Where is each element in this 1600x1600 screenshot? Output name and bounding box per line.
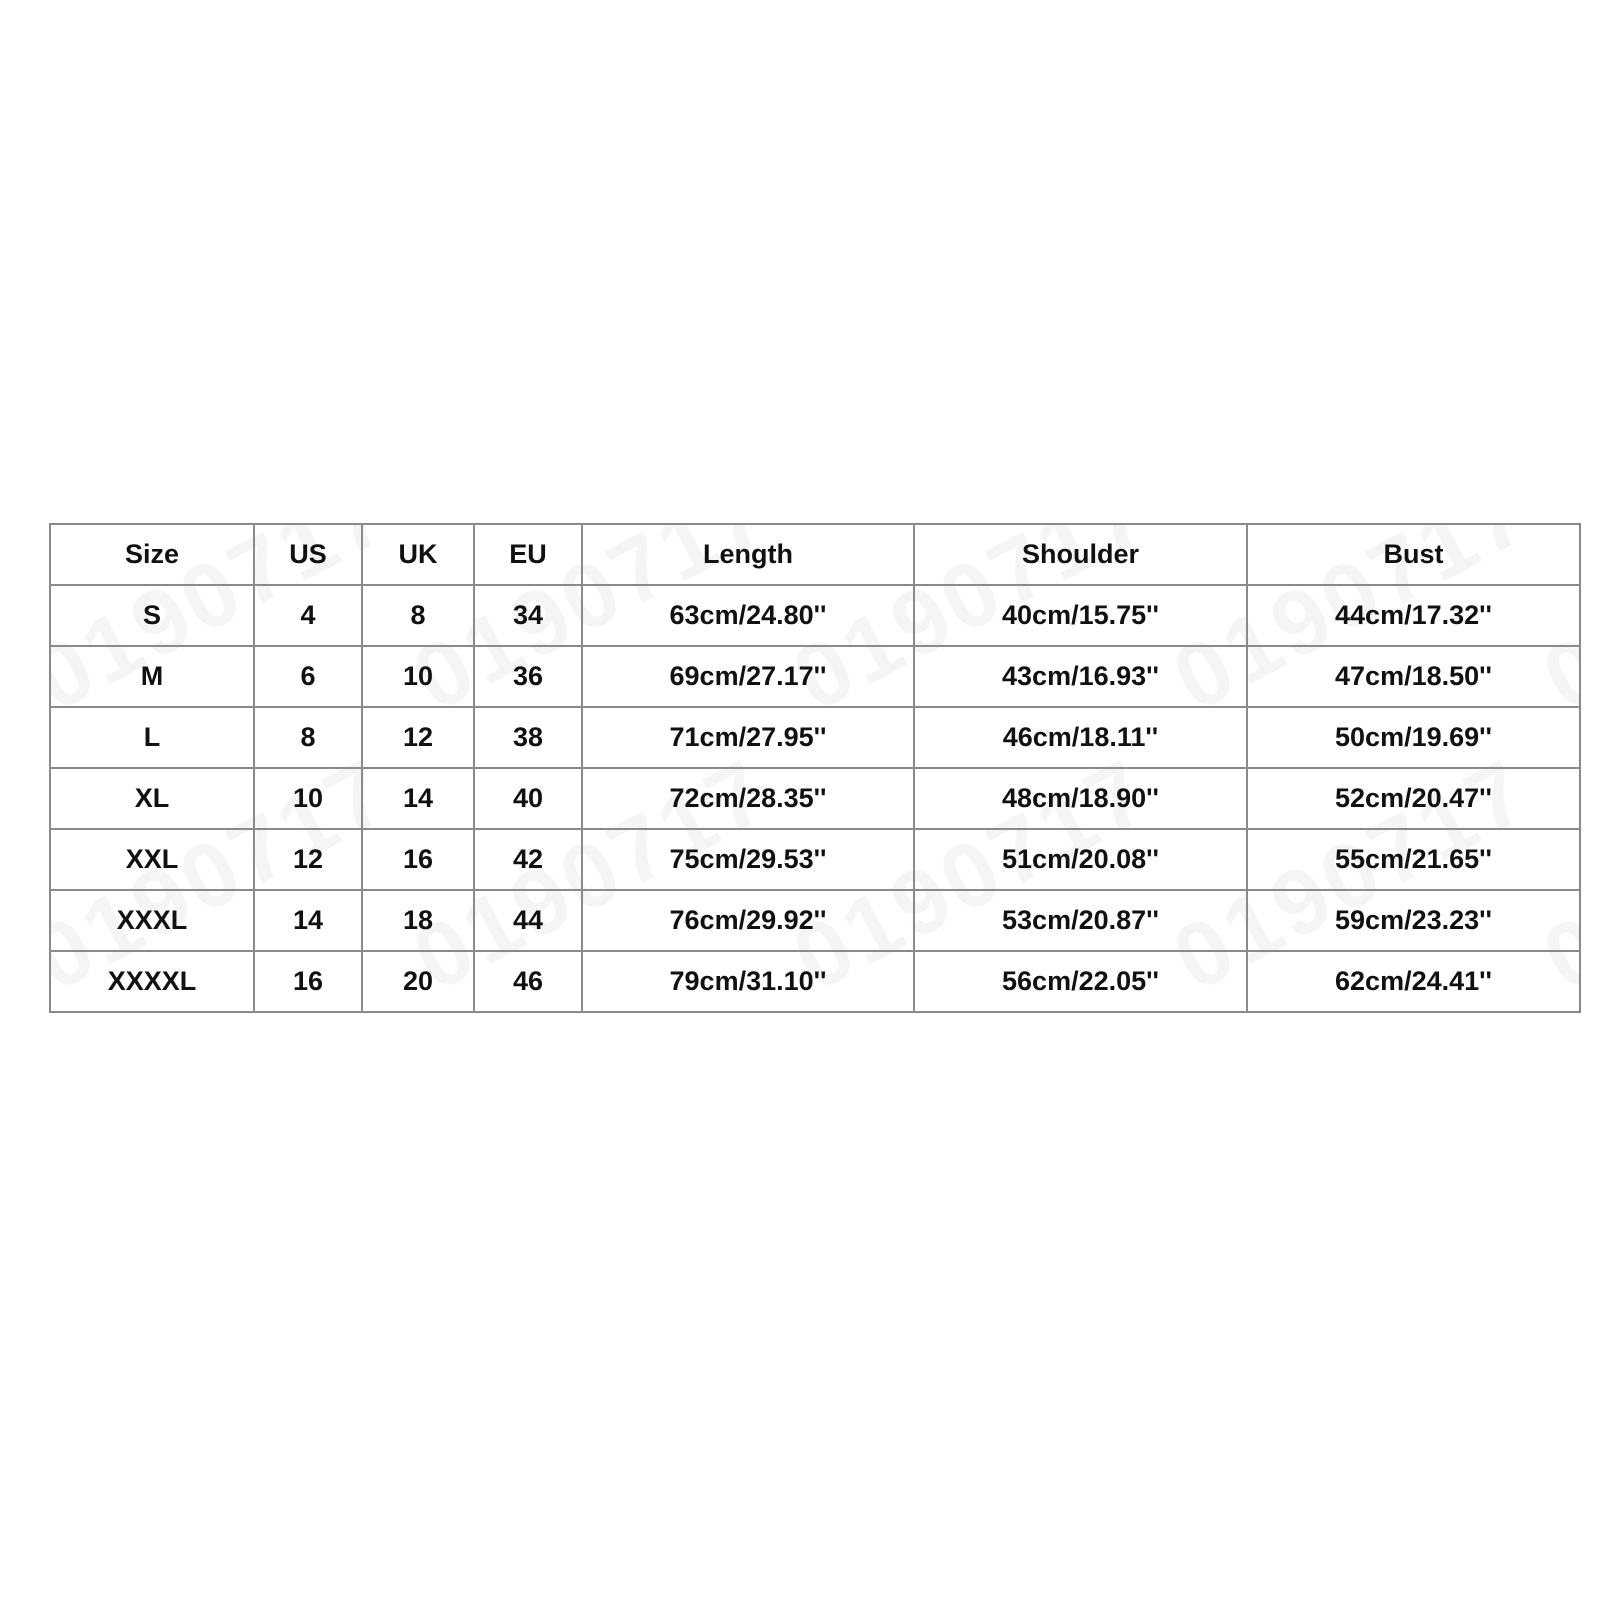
cell-shoulder: 40cm/15.75''	[914, 585, 1247, 646]
cell-uk: 10	[362, 646, 474, 707]
cell-uk: 20	[362, 951, 474, 1012]
cell-uk: 18	[362, 890, 474, 951]
cell-size: XXXL	[50, 890, 254, 951]
header-row	[50, 524, 1580, 585]
cell-bust: 52cm/20.47''	[1247, 768, 1580, 829]
cell-size: S	[50, 585, 254, 646]
cell-bust: 50cm/19.69''	[1247, 707, 1580, 768]
cell-shoulder: 51cm/20.08''	[914, 829, 1247, 890]
cell-us: 16	[254, 951, 362, 1012]
cell-length: 72cm/28.35''	[582, 768, 914, 829]
cell-size: L	[50, 707, 254, 768]
cell-size: XXL	[50, 829, 254, 890]
cell-shoulder: 46cm/18.11''	[914, 707, 1247, 768]
cell-shoulder: 53cm/20.87''	[914, 890, 1247, 951]
cell-shoulder: 56cm/22.05''	[914, 951, 1247, 1012]
cell-uk: 8	[362, 585, 474, 646]
cell-bust: 47cm/18.50''	[1247, 646, 1580, 707]
header-eu: EU	[474, 524, 582, 585]
cell-us: 12	[254, 829, 362, 890]
cell-length: 75cm/29.53''	[582, 829, 914, 890]
cell-shoulder: 43cm/16.93''	[914, 646, 1247, 707]
cell-length: 71cm/27.95''	[582, 707, 914, 768]
cell-size: M	[50, 646, 254, 707]
table-row	[50, 951, 1580, 1012]
cell-eu: 42	[474, 829, 582, 890]
table-row	[50, 829, 1580, 890]
cell-us: 10	[254, 768, 362, 829]
cell-bust: 59cm/23.23''	[1247, 890, 1580, 951]
cell-eu: 46	[474, 951, 582, 1012]
cell-bust: 55cm/21.65''	[1247, 829, 1580, 890]
header-us: US	[254, 524, 362, 585]
cell-length: 76cm/29.92''	[582, 890, 914, 951]
cell-us: 6	[254, 646, 362, 707]
cell-eu: 40	[474, 768, 582, 829]
table-row	[50, 585, 1580, 646]
cell-bust: 62cm/24.41''	[1247, 951, 1580, 1012]
cell-uk: 14	[362, 768, 474, 829]
cell-eu: 36	[474, 646, 582, 707]
cell-length: 79cm/31.10''	[582, 951, 914, 1012]
size-chart-table	[49, 523, 1581, 1013]
cell-shoulder: 48cm/18.90''	[914, 768, 1247, 829]
cell-us: 4	[254, 585, 362, 646]
header-size: Size	[50, 524, 254, 585]
cell-us: 14	[254, 890, 362, 951]
header-length: Length	[582, 524, 914, 585]
cell-size: XXXXL	[50, 951, 254, 1012]
cell-eu: 38	[474, 707, 582, 768]
header-shoulder: Shoulder	[914, 524, 1247, 585]
cell-uk: 12	[362, 707, 474, 768]
cell-uk: 16	[362, 829, 474, 890]
cell-eu: 34	[474, 585, 582, 646]
cell-bust: 44cm/17.32''	[1247, 585, 1580, 646]
cell-eu: 44	[474, 890, 582, 951]
header-bust: Bust	[1247, 524, 1580, 585]
cell-length: 63cm/24.80''	[582, 585, 914, 646]
table-row	[50, 768, 1580, 829]
header-uk: UK	[362, 524, 474, 585]
table-row	[50, 646, 1580, 707]
cell-us: 8	[254, 707, 362, 768]
table-row	[50, 890, 1580, 951]
cell-size: XL	[50, 768, 254, 829]
cell-length: 69cm/27.17''	[582, 646, 914, 707]
table-row	[50, 707, 1580, 768]
